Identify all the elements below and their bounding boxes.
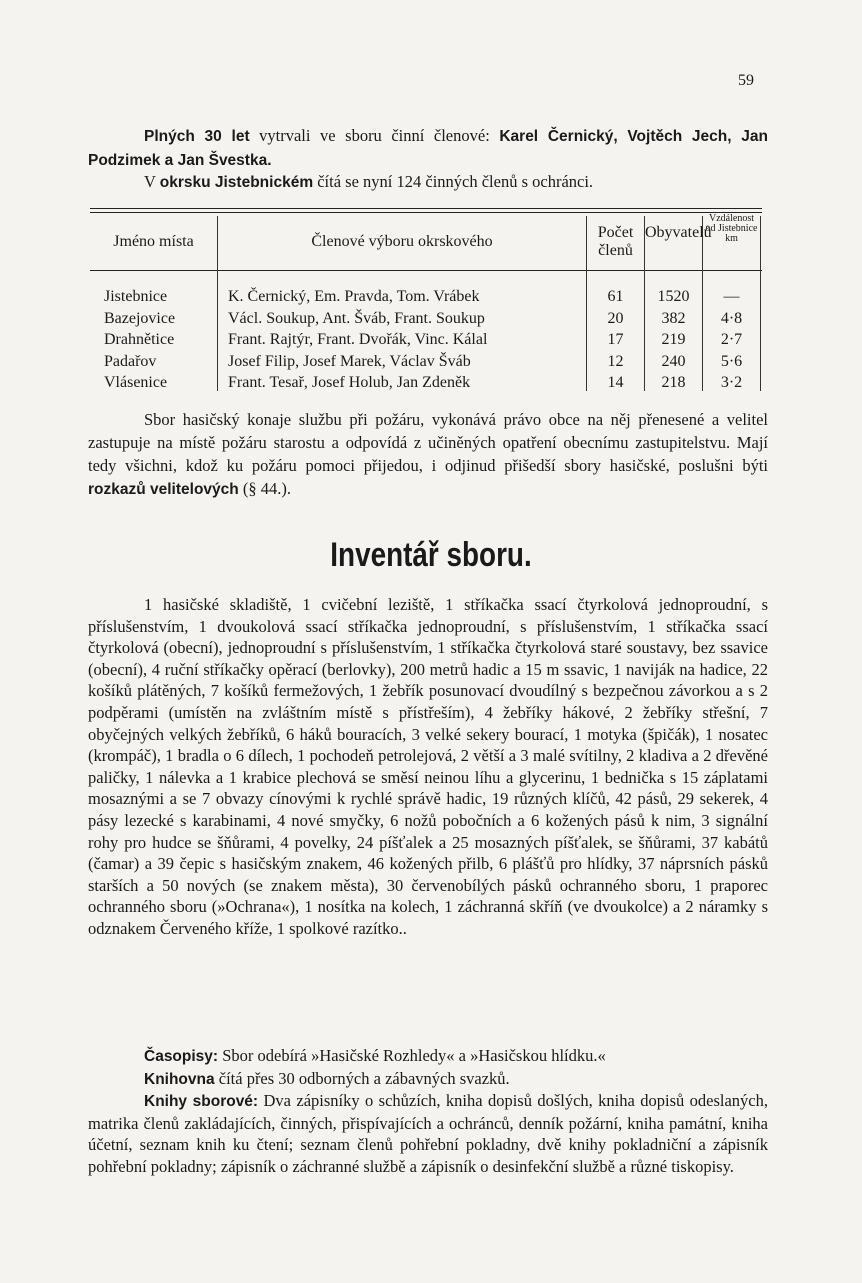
table-cell-population: 1520 <box>657 288 690 305</box>
table-cell-members: K. Černický, Em. Pravda, Tom. Vrábek <box>228 288 480 305</box>
library-label: Knihovna <box>144 1071 215 1088</box>
veterans-names: Karel Černický, Vojtěch Jech, Jan Podzimek a Jan Švestka. <box>88 128 768 169</box>
table-cell-members: Frant. Rajtýr, Frant. Dvořák, Vinc. Kálal <box>228 331 488 348</box>
veterans-text: vytrvali ve sboru činní členové: <box>249 126 500 145</box>
intro-paragraph-veterans <box>88 124 768 172</box>
periodicals-paragraph <box>88 1044 768 1068</box>
table-cell-members: Josef Filip, Josef Marek, Václav Šváb <box>228 352 471 370</box>
fire-service-paragraph <box>88 408 768 501</box>
header-count: Počet členů <box>597 224 634 259</box>
district-lead: V <box>144 172 160 191</box>
library-paragraph <box>88 1067 768 1091</box>
table-cell-place: Jistebnice <box>104 288 168 305</box>
veterans-lead: Plných 30 let <box>144 128 250 145</box>
fire-service-tail: (§ 44.). <box>238 479 292 498</box>
header-population: Obyvatelů <box>645 224 712 241</box>
section-title: Inventář sboru. <box>330 536 532 574</box>
table-cell-count: 12 <box>607 352 624 370</box>
table-cell-place: Bazejovice <box>104 309 176 327</box>
table-cell-population: 382 <box>661 309 686 327</box>
table-header-rule <box>90 270 762 271</box>
table-cell-distance: 3·2 <box>720 374 743 391</box>
table-cell-place: Padařov <box>104 352 157 370</box>
page-number: 59 <box>738 72 754 89</box>
table-cell-count: 17 <box>607 331 624 348</box>
periodicals-label: Časopisy: <box>144 1048 219 1065</box>
col-divider <box>760 216 761 391</box>
books-text: Dva zápisníky o schůzích, kniha dopisů došlých, kniha dopisů odeslaných, matrika členů zakládajících, činných, přispívajících a ochránců, denník požární, kniha památní, kniha účetní, seznam knih ku čtení; seznam členů pohřební pokladny, dvě knihy pokladniční a zápisník pohřební pokladny; zápisník o záchranné službě a zápisník o desinfekční službě a různé tiskopisy. <box>88 1091 768 1176</box>
books-label: Knihy sborové: <box>144 1093 259 1110</box>
header-distance: Vzdálenost od Jistebnice km <box>705 213 758 244</box>
table-cell-distance: 2·7 <box>720 331 743 348</box>
district-text: čítá se nyní 124 činných členů s ochránci. <box>313 172 594 191</box>
intro-paragraph-district <box>88 170 768 194</box>
table-cell-count: 14 <box>607 374 624 391</box>
inventory-paragraph: 1 hasičské skladiště, 1 cvičební leziště, 1 stříkačka ssací čtyrkolová jednoproudní, s příslušenstvím, 1 dvoukolová ssací stříkačka jednoproudní, s příslušenstvím, 1 stříkačka ssací čtyrkolová (obecní), jednoproudní s příslušenstvím, 1 stříkačka čtyrkolová staré soustavy, bez ssavice (obecní), 4 ruční stříkačky opěrací (berlovky), 200 metrů hadic a 15 m ssavic, 1 naviják na hadice, 22 košíků plátěných, 7 košíků fermežových, 1 žebřík posunovací dvoudílný s bezpečnou závorkou a s 2 podpěrami (umístěn na zvláštním místě s přístřeším), 4 žebříky hákové, 2 žebříky střešní, 7 obyčejných velkých žebříků, 6 háků bouracích, 3 velké sekery bourací, 1 motyka (špičák), 1 nosatec (krompáč), 1 bradla o 6 dílech, 1 pochodeň petrolejová, 2 větší a 3 malé svítilny, 2 kladiva a 2 dřevěné paličky, 1 nálevka a 1 krabice plechová se směsí neinou líhu a glycerinu, 1 bednička s 15 záplatami mosaznými a se 7 obvazy cínovými k rychlé správě hadic, 19 různých klíčů, 42 pásů, 29 sekerek, 4 pásy lezecké s karabinami, 4 nové smyčky, 6 nožů pobočních a 6 kožených pásů k nim, 3 signální rohy pro hudce se šňůrami, 4 povelky, 24 píšťalek a 25 mosazných píšťalek, se šňůrami, 37 kabátů (čamar) a 39 čepic s hasičským znakem, 46 kožených přilb, 6 plášťů pro hlídky, 37 náprsních pásků starších a 50 nových (se znakem města), 30 červenobílých pásků ochranného sboru, 1 praporec ochranného sboru (»Ochrana«), 1 nosítka na kolech, 1 záchranná skříň (ve dvoukolce) a 2 náramky s odznakem Červeného kříže, 1 spolkové razítko.. <box>88 595 768 938</box>
table-cell-members: Václ. Soukup, Ant. Šváb, Frant. Soukup <box>228 309 485 327</box>
table-cell-distance: 5·6 <box>720 352 743 370</box>
district-table <box>90 208 762 398</box>
table-cell-place: Vlásenice <box>104 374 168 391</box>
table-cell-count: 20 <box>607 309 624 327</box>
table-cell-population: 219 <box>661 331 686 348</box>
table-cell-distance: 4·8 <box>720 309 743 327</box>
district-name: okrsku Jistebnickém <box>159 174 314 191</box>
table-cell-place: Drahnětice <box>104 331 175 348</box>
fire-service-bold: rozkazů velitelových <box>88 481 239 498</box>
table-cell-population: 240 <box>661 352 686 370</box>
header-members: Členové výboru okrskového <box>311 233 493 250</box>
table-top-rule-thin <box>90 212 762 213</box>
table-cell-members: Frant. Tesař, Josef Holub, Jan Zdeněk <box>228 374 471 391</box>
table-cell-count: 61 <box>607 288 624 305</box>
periodicals-text: Sbor odebírá »Hasičské Rozhledy« a »Hasičskou hlídku.« <box>218 1046 606 1065</box>
table-cell-population: 218 <box>661 374 686 391</box>
books-paragraph <box>88 1090 768 1177</box>
header-place: Jméno místa <box>113 233 194 250</box>
library-text: čítá přes 30 odborných a zábavných svazků. <box>214 1069 510 1088</box>
table-top-rule <box>90 208 762 209</box>
fire-service-text: Sbor hasičský konaje službu při požáru, vykonává právo obce na něj přenesené a velitel zastupuje na místě požáru starostu a odpovídá z učiněných opatření obecnímu zastupitelstvu. Mají tedy všichni, kdož ku požáru pomoci přijedou, i odjinud přišedší sbory hasičské, poslušni býti <box>88 410 768 475</box>
table-cell-distance: — <box>723 288 740 305</box>
